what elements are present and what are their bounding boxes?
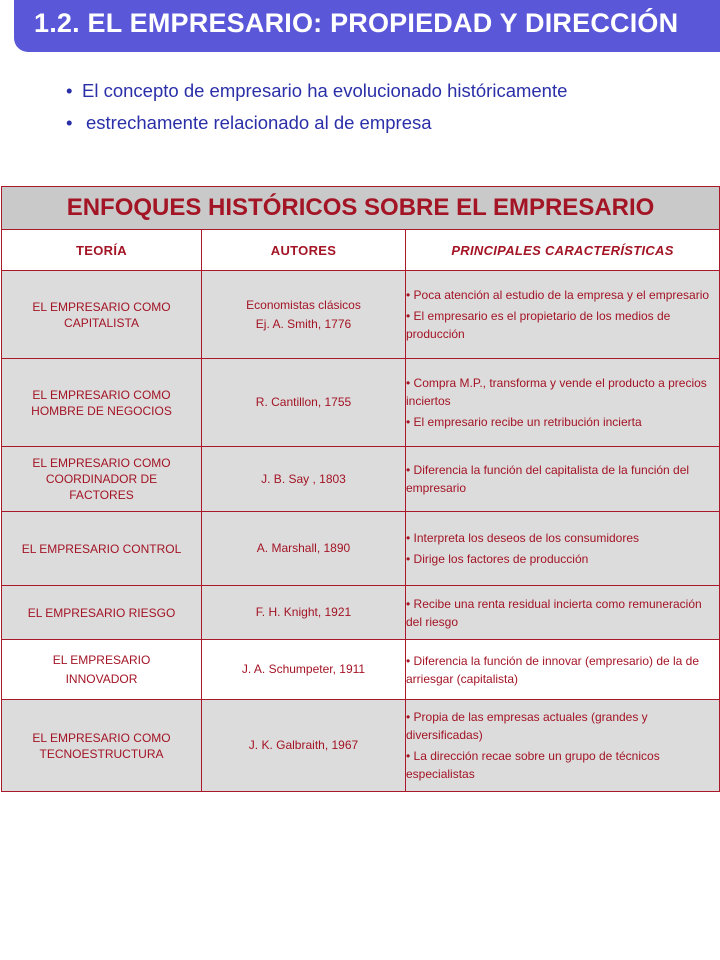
feature-text: Diferencia la función del capitalista de la función del empresario (406, 463, 690, 495)
bullet-icon: • (66, 112, 73, 133)
theory-cell (2, 700, 202, 792)
feature-text: Interpreta los deseos de los consumidores (413, 531, 640, 545)
feature-text: Compra M.P., transforma y vende el producto a precios inciertos (406, 376, 707, 408)
bullet-icon: • (406, 749, 414, 763)
features-cell (406, 271, 720, 359)
table-heading-row (2, 187, 720, 230)
author-cell (202, 271, 406, 359)
author-line: J. K. Galbraith, 1967 (248, 738, 359, 752)
features-cell (406, 640, 720, 700)
feature-bullet (406, 374, 719, 410)
theory-cell (2, 586, 202, 640)
author-cell (202, 640, 406, 700)
theory-line: EL EMPRESARIO COMO (32, 387, 171, 402)
author-cell (202, 586, 406, 640)
author-cell (202, 447, 406, 512)
theory-line: INNOVADOR (65, 671, 138, 686)
page-title: 1.2. EL EMPRESARIO: PROPIEDAD Y DIRECCIÓN (34, 8, 679, 38)
theory-line: COORDINADOR DE (45, 472, 158, 486)
table-row (2, 359, 720, 447)
feature-text: Diferencia la función de innovar (empresario) de la de arriesgar (capitalista) (406, 653, 700, 686)
table-heading: ENFOQUES HISTÓRICOS SOBRE EL EMPRESARIO (2, 187, 720, 230)
feature-bullet (406, 307, 719, 343)
theory-cell (2, 271, 202, 359)
theory-line: EL EMPRESARIO RIESGO (27, 605, 176, 620)
theory-line: EL EMPRESARIO CONTROL (21, 541, 182, 556)
theory-line: HOMBRE DE NEGOCIOS (31, 403, 172, 418)
feature-text: Dirige los factores de producción (413, 552, 589, 566)
feature-text: Poca atención al estudio de la empresa y el empresario (413, 288, 710, 302)
feature-bullet (406, 461, 719, 497)
theory-line: EL EMPRESARIO COMO (32, 299, 171, 314)
features-cell (406, 512, 720, 586)
bullet-icon: • (406, 552, 414, 566)
bullet-icon: • (406, 415, 414, 429)
feature-text: El empresario recibe un retribución incierta (413, 415, 642, 429)
author-line: R. Cantillon, 1755 (255, 395, 352, 409)
features-cell (406, 359, 720, 447)
feature-bullet (406, 652, 719, 688)
bullet-icon: • (66, 80, 73, 101)
intro-bullet: • estrechamente relacionado al de empresa (66, 110, 567, 142)
feature-bullet (406, 286, 719, 304)
table-body (2, 271, 720, 792)
table-row (2, 271, 720, 359)
bullet-icon: • (406, 653, 414, 668)
author-line: Ej. A. Smith, 1776 (255, 316, 352, 331)
theory-cell (2, 640, 202, 700)
author-cell (202, 700, 406, 792)
author-line: J. B. Say , 1803 (261, 471, 346, 486)
feature-text: El empresario es el propietario de los medios de producción (406, 309, 671, 341)
author-line: Economistas clásicos (246, 297, 361, 312)
feature-text: Propia de las empresas actuales (grandes y diversificadas) (406, 710, 648, 742)
features-cell (406, 586, 720, 640)
theory-cell (2, 359, 202, 447)
feature-bullet (406, 529, 719, 547)
intro-bullet: • El concepto de empresario ha evolucionado históricamente (66, 78, 567, 110)
feature-bullet (406, 708, 719, 744)
title-bar (14, 0, 720, 52)
column-header-theory: TEORÍA (2, 230, 202, 271)
table-header-row (2, 230, 720, 271)
column-header-authors: AUTORES (202, 230, 406, 271)
features-cell (406, 700, 720, 792)
column-header-features: PRINCIPALES CARACTERÍSTICAS (406, 230, 720, 271)
author-cell (202, 512, 406, 586)
theory-line: CAPITALISTA (64, 315, 139, 330)
theory-line: EL EMPRESARIO COMO (32, 456, 171, 470)
table-row (2, 512, 720, 586)
theory-cell (2, 512, 202, 586)
author-cell (202, 359, 406, 447)
theory-line: FACTORES (69, 488, 134, 502)
author-line: F. H. Knight, 1921 (255, 605, 352, 619)
feature-text: La dirección recae sobre un grupo de técnicos especialistas (406, 749, 660, 781)
bullet-icon: • (406, 596, 414, 611)
table-row (2, 700, 720, 792)
theory-line: EL EMPRESARIO (52, 652, 151, 667)
theory-cell (2, 447, 202, 512)
theory-line: EL EMPRESARIO COMO (32, 730, 171, 745)
table-row (2, 447, 720, 512)
intro-bullets (66, 78, 567, 142)
bullet-icon: • (406, 531, 414, 545)
author-line: J. A. Schumpeter, 1911 (241, 662, 366, 676)
bullet-icon: • (406, 309, 414, 323)
feature-bullet (406, 747, 719, 783)
bullet-icon: • (406, 463, 414, 477)
feature-bullet (406, 595, 719, 631)
bullet-icon: • (406, 376, 414, 390)
feature-text: Recibe una renta residual incierta como remuneración del riesgo (406, 596, 702, 629)
bullet-icon: • (406, 288, 414, 302)
author-line: A. Marshall, 1890 (256, 541, 351, 555)
table-row (2, 586, 720, 640)
feature-bullet (406, 413, 719, 431)
features-cell (406, 447, 720, 512)
feature-bullet (406, 550, 719, 568)
bullet-icon: • (406, 710, 414, 724)
historical-approaches-table (1, 186, 720, 792)
theory-line: TECNOESTRUCTURA (39, 746, 164, 761)
table-row (2, 640, 720, 700)
